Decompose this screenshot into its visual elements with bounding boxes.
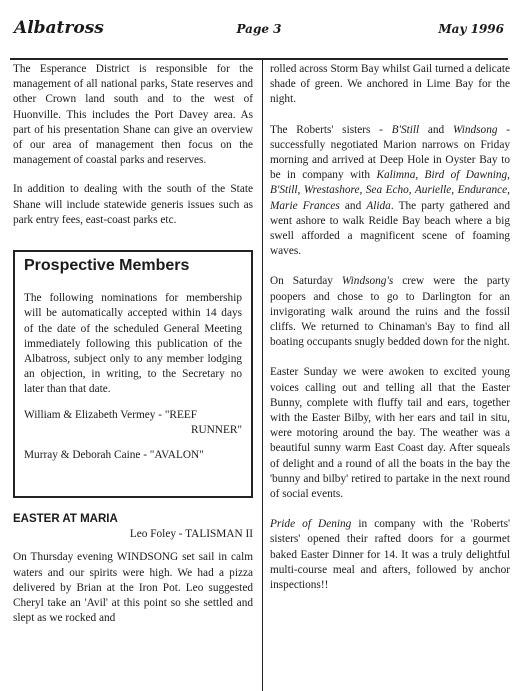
boat-name: Alida: [366, 199, 391, 212]
left-column: [13, 62, 253, 640]
nominations-paragraph: The following nominations for membership will be automatically accepted within 14 days of the date of the scheduled General Meeting immediately following this publication of the Albatross, subject only to any member lodging an objection, in writing, to the Secretary no later than that date.: [24, 292, 242, 396]
storm-bay-paragraph: rolled across Storm Bay whilst Gail turned a delicate shade of green. We anchored in Lime Bay for the night.: [270, 63, 510, 106]
statewide-paragraph: In addition to dealing with the south of the State Shane will include statewide generis issues such as park entry fees, east-coast parks etc.: [13, 183, 253, 226]
dinner-paragraph: [270, 517, 510, 593]
text-run: . The party gathered and went ashore to walk Reidle Bay beach where a big swell afforded a magnificent scene of foaming waves.: [270, 199, 510, 258]
text-run: and: [419, 123, 453, 136]
text-run: in company with the 'Roberts' sisters' opened their rafted doors for a gourmet baked Easter Dinner for 14. It was a truly delightful multi-course meal and afters, followed by anchor inspections!!: [270, 518, 511, 592]
member-nomination: Murray & Deborah Caine - "AVALON": [24, 449, 204, 462]
easter-sunday-paragraph: Easter Sunday we were awoken to excited young voices calling out and telling all that the Easter Bunny, complete with fluffy tail and ears, together with the Easter Bilby, with her ears and tail in situ, were motoring around the bay. The weather was a beautiful sunny warm East Coast day. After squeals of delight and a round of all the boats in the bay the 'bunny and bilby' retired to partake in the next round of social events.: [270, 366, 510, 501]
boat-name: Windsong: [452, 123, 498, 136]
boat-name: B'Still: [391, 123, 420, 136]
article-heading: EASTER AT MARIA: [13, 513, 118, 526]
roberts-sisters-paragraph: [270, 123, 510, 260]
right-column: [270, 62, 510, 608]
header-rule: [10, 58, 508, 60]
issue-date: May 1996: [438, 22, 504, 36]
page-number: Page 3: [236, 22, 282, 36]
member-boat-line: RUNNER": [190, 423, 242, 436]
newsletter-title: Albatross: [14, 18, 104, 38]
prospective-members-title: Prospective Members: [24, 257, 190, 275]
boat-name: Windsong's: [341, 275, 394, 288]
thursday-paragraph: On Thursday evening WINDSONG set sail in calm waters and our spirits were high. We had a pizza delivered by Brian at the Iron Pot. Leo suggested Cheryl take an 'Avil' at this point so she settled and slept as we rocked and: [13, 551, 253, 625]
esperance-paragraph: The Esperance District is responsible for the management of all national parks, State reserves and other Crown land south and to the west of Huonville. This includes the Port Davey area. As part of his presentation Shane can give an overview of our area of management then focus on the management of coastal parks and reserves.: [13, 63, 253, 167]
boat-name: Pride of Dening: [270, 518, 352, 531]
text-run: - successfully negotiated Marion narrows on Friday morning and arrived at Deep Hole in Oyster Bay to be in company with: [270, 123, 510, 182]
boat-names: Kalimna, Bird of Dawning, B'Still, Wrestashore, Sea Echo, Aurielle, Endurance, Marie Frances: [270, 169, 510, 212]
member-nomination: [24, 408, 242, 438]
saturday-paragraph: [270, 274, 510, 350]
page-header: [14, 18, 504, 40]
text-run: crew were the party poopers and chose to go to Darlington for an invigorating walk around the ruins and the fossil cliffs. We returned to Chinaman's Bay to find all boating occupants snugly bedded down for the night.: [270, 275, 510, 349]
prospective-members-box: [13, 250, 253, 498]
text-run: On Saturday: [270, 275, 342, 288]
text-run: and: [339, 199, 367, 212]
column-divider: [262, 58, 263, 691]
member-name-line: William & Elizabeth Vermey - "REEF: [24, 408, 198, 421]
article-byline: Leo Foley - TALISMAN II: [129, 528, 253, 541]
text-run: The Roberts' sisters -: [270, 123, 392, 136]
